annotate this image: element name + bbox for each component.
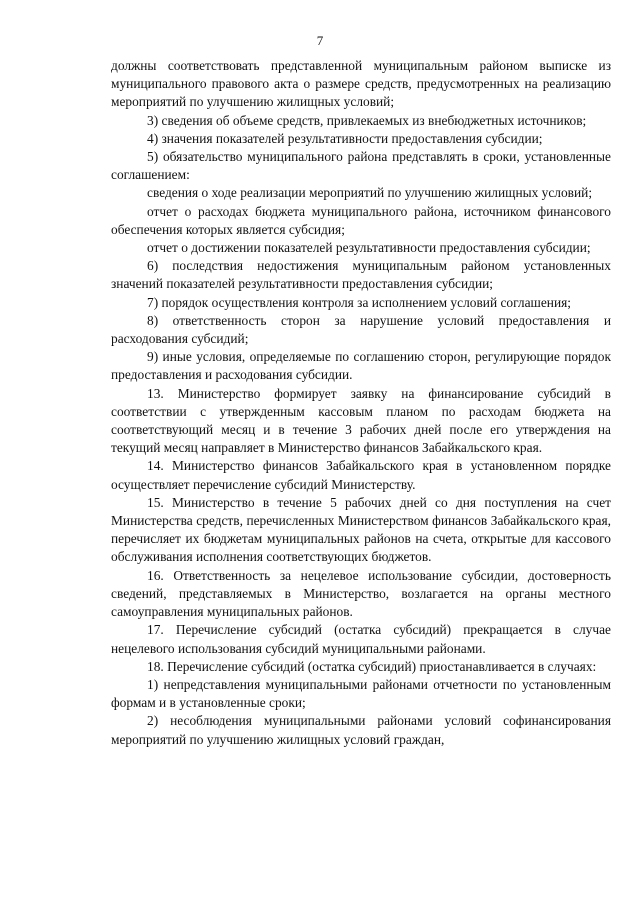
paragraph: 17. Перечисление субсидий (остатка субсидий) прекращается в случае нецелевого использования субсидий муниципальными районами. [111, 622, 611, 656]
paragraph: 14. Министерство финансов Забайкальского края в установленном порядке осуществляет перечисление субсидий Министерству. [111, 458, 611, 492]
paragraph: 4) значения показателей результативности предоставления субсидии; [147, 130, 543, 146]
paragraph: 2) несоблюдения муниципальными районами условий софинансирования мероприятий по улучшению жилищных условий граждан, [111, 713, 611, 747]
paragraph: 9) иные условия, определяемые по соглашению сторон, регулирующие порядок предоставления и расходования субсидии. [111, 349, 611, 383]
paragraph: отчет о достижении показателей результативности предоставления субсидии; [147, 240, 591, 256]
paragraph: 8) ответственность сторон за нарушение условий предоставления и расходования субсидий; [111, 312, 611, 347]
paragraph: 6) последствия недостижения муниципальным районом установленных значений показателей результативности предоставления субсидии; [111, 258, 611, 292]
paragraph: должны соответствовать представленной муниципальным районом выписке из муниципального правового акта о размере средств, предусмотренных на реализацию мероприятий по улучшению жилищных условий; [111, 58, 611, 110]
paragraph: 3) сведения об объеме средств, привлекаемых из внебюджетных источников; [147, 112, 587, 128]
document-body [111, 57, 611, 749]
paragraph: 13. Министерство формирует заявку на финансирование субсидий в соответствии с утвержденным кассовым планом по расходам бюджета на соответствующий месяц и в течение 3 рабочих дней после его утверждения на текущий месяц направляет в Министерство финансов Забайкальского края. [111, 385, 611, 456]
paragraph: 5) обязательство муниципального района представлять в сроки, установленные соглашением: [111, 149, 611, 183]
paragraph: 1) непредставления муниципальными районами отчетности по установленным формам и в установленные сроки; [111, 676, 611, 711]
paragraph: сведения о ходе реализации мероприятий по улучшению жилищных условий; [147, 185, 593, 201]
paragraph: 18. Перечисление субсидий (остатка субсидий) приостанавливается в случаях: [147, 658, 597, 674]
paragraph: отчет о расходах бюджета муниципального района, источником финансового обеспечения которых является субсидия; [111, 203, 611, 237]
paragraph: 7) порядок осуществления контроля за исполнением условий соглашения; [147, 294, 571, 310]
page-number: 7 [316, 33, 324, 48]
paragraph: 15. Министерство в течение 5 рабочих дней со дня поступления на счет Министерства средств, перечисленных Министерством финансов Забайкальского края, перечисляет их бюджетам муниципальных районов на счета, открытые для кассового обслуживания исполнения соответствующих бюджетов. [111, 494, 611, 565]
paragraph: 16. Ответственность за нецелевое использование субсидии, достоверность сведений, представляемых в Министерство, возлагается на органы местного самоуправления муниципальных районов. [111, 567, 611, 620]
